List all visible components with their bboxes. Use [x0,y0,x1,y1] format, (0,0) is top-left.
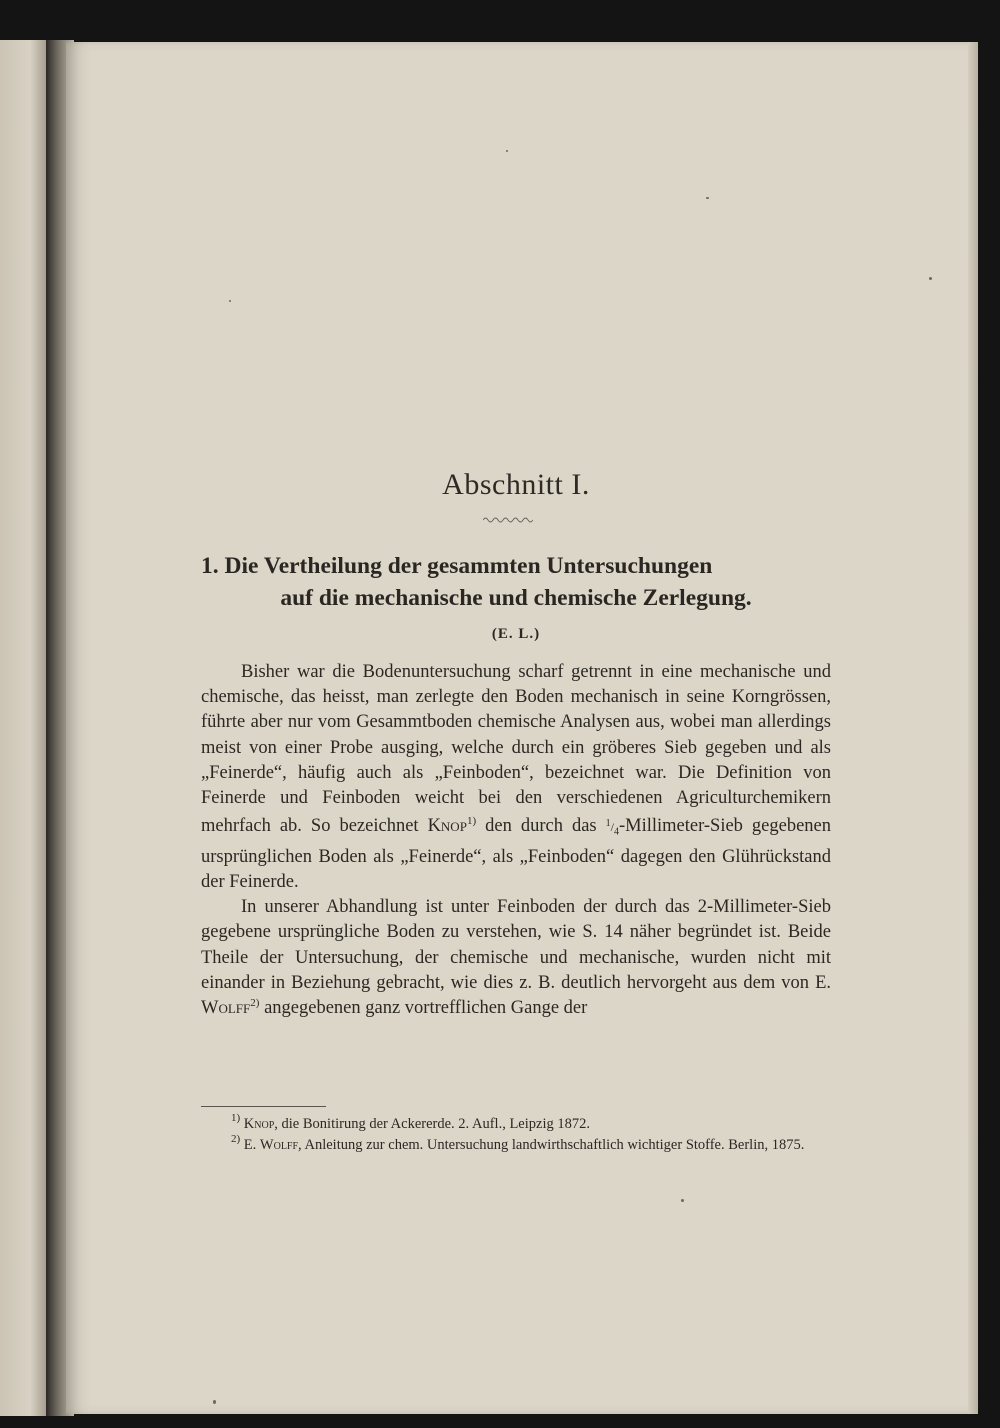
author-initials: (E. L.) [491,626,541,642]
footnote-text: , Anleitung zur chem. Untersuchung landwirthschaftlich wichtiger Stoffe. Berlin, 1875. [298,1137,805,1153]
footnote-ref: 1) [466,815,477,828]
author-name: Wolff [201,998,251,1019]
footnote-ref: 2) [250,997,260,1010]
wavy-ornament [483,514,533,524]
previous-page-edge [0,40,50,1416]
paper-speck [506,150,508,152]
footnote-mark: 2) [231,1133,241,1145]
paper-speck [929,277,932,280]
footnote [201,1114,831,1135]
section-title [201,550,831,614]
paper-speck [229,300,231,302]
page-edge [968,42,978,1414]
paper-speck [706,197,709,199]
author-name: Wolff [259,1137,299,1153]
text-run: angegebenen ganz vortrefflichen Gange der [264,998,588,1019]
footnote-divider [201,1106,326,1107]
paragraph [201,895,831,1021]
paper-speck [681,1199,684,1202]
footnote-mark: 1) [231,1112,241,1124]
paper-speck [213,1400,216,1404]
footnote-text: , die Bonitirung der Ackererde. 2. Aufl., Leipzig 1872. [274,1116,590,1132]
author-name: Knop [243,1116,275,1132]
text-run: den durch das [485,816,597,837]
fraction-denominator: 4 [613,826,619,838]
author-name: Knop [427,816,467,837]
fraction: $^1/_4$ [605,818,619,838]
text-run: Bisher war die Bodenuntersuchung scharf getrennt in eine mechanische und chemische, das heisst, man zerlegte den Boden mechanisch in seine Korngrössen, führte aber nur vom Gesammtboden chemische Analysen aus, wobei man allerdings meist von einer Probe ausging, welche durch ein gröberes Sieb gegeben und als „Feinerde“, häufig auch als „Feinboden“, bezeichnet war. Die Definition von Feinerde und Feinboden weicht bei den verschiedenen Agriculturchemikern mehrfach ab. So bezeichnet [201,662,831,837]
book-page [66,42,978,1414]
section-title-line-2: auf die mechanische und chemische Zerlegung. [280,585,752,611]
footnotes [201,1114,831,1156]
fraction-numerator: 1 [605,818,611,830]
footnote-prefix: E. [243,1137,257,1153]
text-run: In unserer Abhandlung ist unter Feinboden der durch das 2-Millimeter-Sieb gegebene ursprüngliche Boden zu verstehen, wie S. 14 näher begründet ist. Beide Theile der Untersuchung, der chemische und mechanische, wurden nicht mit einander in Beziehung gebracht, wie dies z. B. deutlich hervorgeht aus dem von E. [201,897,831,993]
paragraph [201,660,831,895]
text-run: -Millimeter-Sieb gegebenen ursprünglichen Boden als „Feinerde“, als „Feinboden“ dagegen den Glührückstand der Feinerde. [201,816,832,893]
footnote [201,1135,831,1156]
body-text [201,660,831,1021]
chapter-heading: Abschnitt I. [442,468,590,501]
section-title-line-1: 1. Die Vertheilung der gesammten Untersuchungen [201,553,713,579]
